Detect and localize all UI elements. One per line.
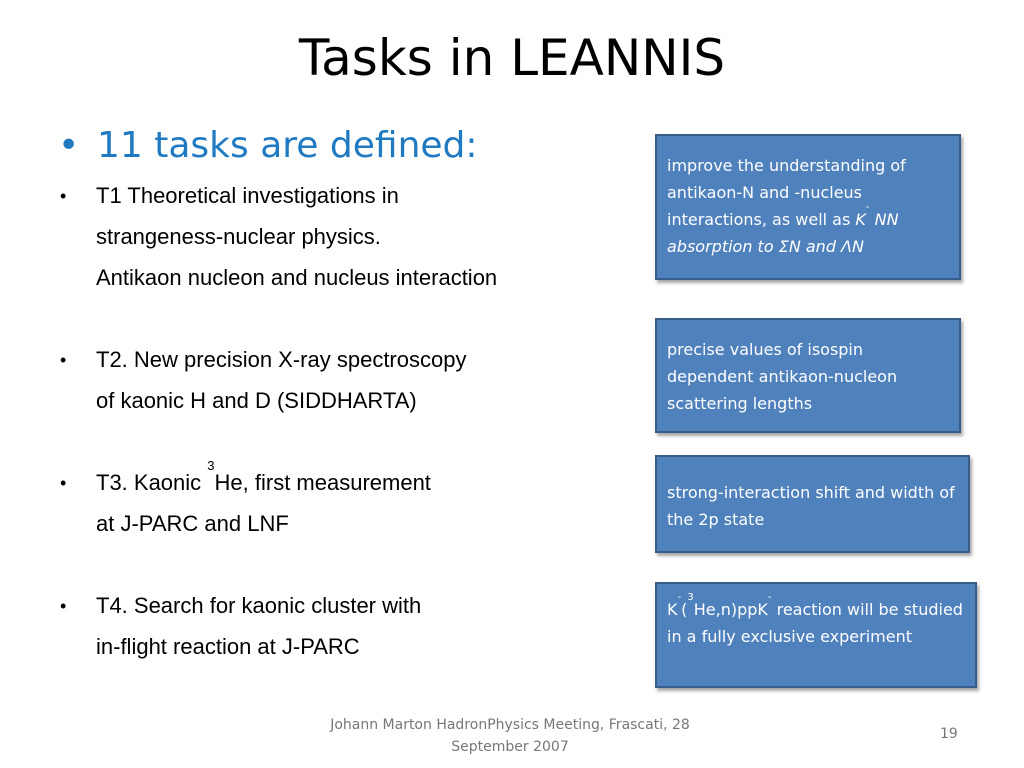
callout-2-text: precise values of isospin dependent antikaon-nucleon scattering lengths <box>667 340 898 413</box>
callout-1-italic-k: K <box>855 210 866 229</box>
callout-4-sup1: - <box>677 592 682 603</box>
callout-4-sup3: - <box>767 592 772 603</box>
task-t2-line1: T2. New precision X-ray spectroscopy <box>96 347 467 372</box>
task-t2-line2: of kaonic H and D (SIDDHARTA) <box>96 388 417 413</box>
heading-bullet: • <box>58 125 80 166</box>
task-t4-line1: T4. Search for kaonic cluster with <box>96 593 422 618</box>
callout-box-2 <box>655 318 961 433</box>
callout-1-text: improve the understanding of antikaon-N and -nucleus interactions, as well as <box>667 156 906 229</box>
callout-4-k: K <box>667 600 678 619</box>
callout-4-mid: He,n)ppK <box>693 600 768 619</box>
task-t3-line1 <box>96 458 431 503</box>
task-t4-line2: in-flight reaction at J-PARC <box>96 634 360 659</box>
task-t3-sup: 3 <box>207 458 215 473</box>
slide-title: Tasks in LEANNIS <box>298 29 726 87</box>
task-t1-line1: T1 Theoretical investigations in <box>96 183 399 208</box>
task-t3-suffix: He, first measurement <box>214 470 431 495</box>
bullet: • <box>60 473 67 493</box>
callout-box-4 <box>655 582 977 688</box>
task-t3-line2: at J-PARC and LNF <box>96 511 289 536</box>
bullet: • <box>60 186 67 206</box>
callout-1-italic-rest: NN absorption to ΣN and ΛN <box>667 210 899 256</box>
callout-1-sup: - <box>865 202 870 213</box>
heading-text: 11 tasks are defined: <box>97 125 478 166</box>
slide-page-number: 19 <box>940 726 958 742</box>
callout-4-sup2: 3 <box>687 592 694 603</box>
callout-box-1 <box>655 134 961 280</box>
callout-4-rest: reaction will be studied in a fully exclusive experiment <box>667 600 963 646</box>
callout-4-paren: ( <box>681 600 688 619</box>
task-t1-line2: strangeness-nuclear physics. <box>96 224 381 249</box>
callout-3-text: strong-interaction shift and width of the 2p state <box>667 483 955 529</box>
slide-footer: Johann Marton HadronPhysics Meeting, Frascati, 28 September 2007 <box>330 717 690 755</box>
callout-box-3 <box>655 455 970 553</box>
task-t1-line3: Antikaon nucleon and nucleus interaction <box>96 265 498 290</box>
bullet: • <box>60 350 67 370</box>
bullet: • <box>60 596 67 616</box>
task-t3-prefix: T3. Kaonic <box>96 470 208 495</box>
